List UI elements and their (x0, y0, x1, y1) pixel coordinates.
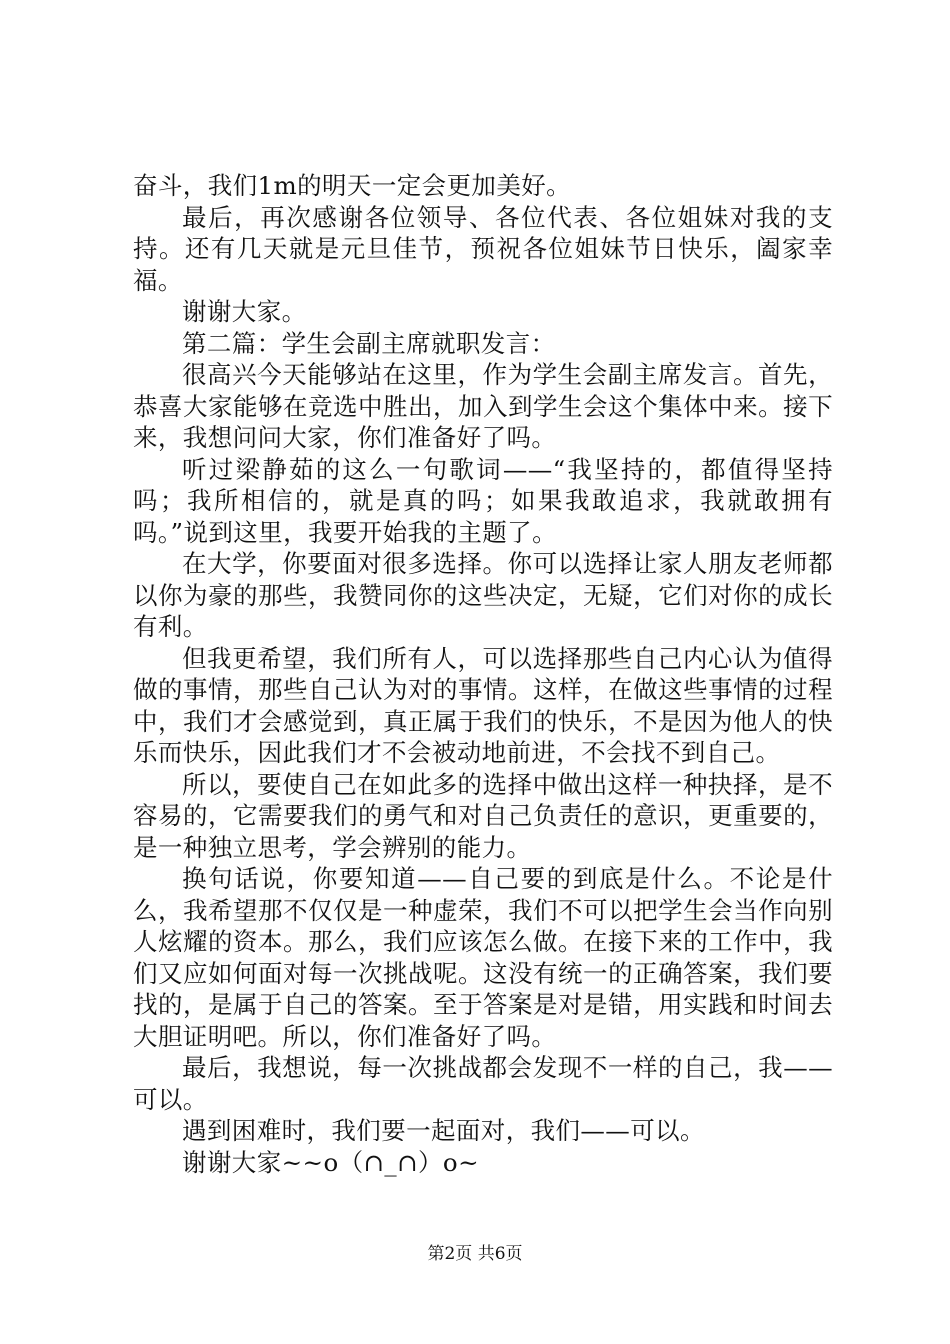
paragraph-hope: 但我更希望，我们所有人，可以选择那些自己内心认为值得做的事情，那些自己认为对的事情。这样，在做这些事情的过程中，我们才会感觉到，真正属于我们的快乐，不是因为他人的快乐而快乐，因此我们才不会被动地前进，不会找不到自己。 (133, 643, 833, 767)
paragraph-lyrics: 听过梁静茹的这么一句歌词——“我坚持的，都值得坚持吗；我所相信的，就是真的吗；如果我敢追求，我就敢拥有吗。”说到这里，我要开始我的主题了。 (133, 454, 833, 547)
paragraph-choices: 在大学，你要面对很多选择。你可以选择让家人朋友老师都以你为豪的那些，我赞同你的这些决定，无疑，它们对你的成长有利。 (133, 549, 833, 641)
paragraph-intro: 很高兴今天能够站在这里，作为学生会副主席发言。首先，恭喜大家能够在竞选中胜出，加入到学生会这个集体中来。接下来，我想问问大家，你们准备好了吗。 (133, 360, 833, 452)
page-number-footer: 第2页 共6页 (427, 1244, 523, 1264)
paragraph-finally: 最后，我想说，每一次挑战都会发现不一样的自己，我——可以。 (133, 1053, 833, 1114)
document-body (133, 170, 833, 1178)
paragraph-in-other-words: 换句话说，你要知道——自己要的到底是什么。不论是什么，我希望那不仅仅是一种虚荣，我们不可以把学生会当作向别人炫耀的资本。那么，我们应该怎么做。在接下来的工作中，我们又应如何面对每一次挑战呢。这没有统一的正确答案，我们要找的，是属于自己的答案。至于答案是对是错，用实践和时间去大胆证明吧。所以，你们准备好了吗。 (133, 864, 833, 1051)
paragraph-thanks-closing: 最后，再次感谢各位领导、各位代表、各位姐妹对我的支持。还有几天就是元旦佳节，预祝各位姐妹节日快乐，阖家幸福。 (133, 202, 833, 295)
paragraph-difficulties: 遇到困难时，我们要一起面对，我们——可以。 (182, 1116, 705, 1145)
paragraph-courage: 所以，要使自己在如此多的选择中做出这样一种抉择，是不容易的，它需要我们的勇气和对自己负责任的意识，更重要的，是一种独立思考，学会辨别的能力。 (133, 769, 833, 862)
section-heading: 第二篇：学生会副主席就职发言： (182, 328, 556, 358)
paragraph-thanks-emoticon: 谢谢大家~~o（∩_∩）o~ (182, 1147, 479, 1177)
paragraph-continuation: 奋斗，我们1m的明天一定会更加美好。 (133, 171, 572, 200)
paragraph-thank-you: 谢谢大家。 (182, 297, 307, 326)
